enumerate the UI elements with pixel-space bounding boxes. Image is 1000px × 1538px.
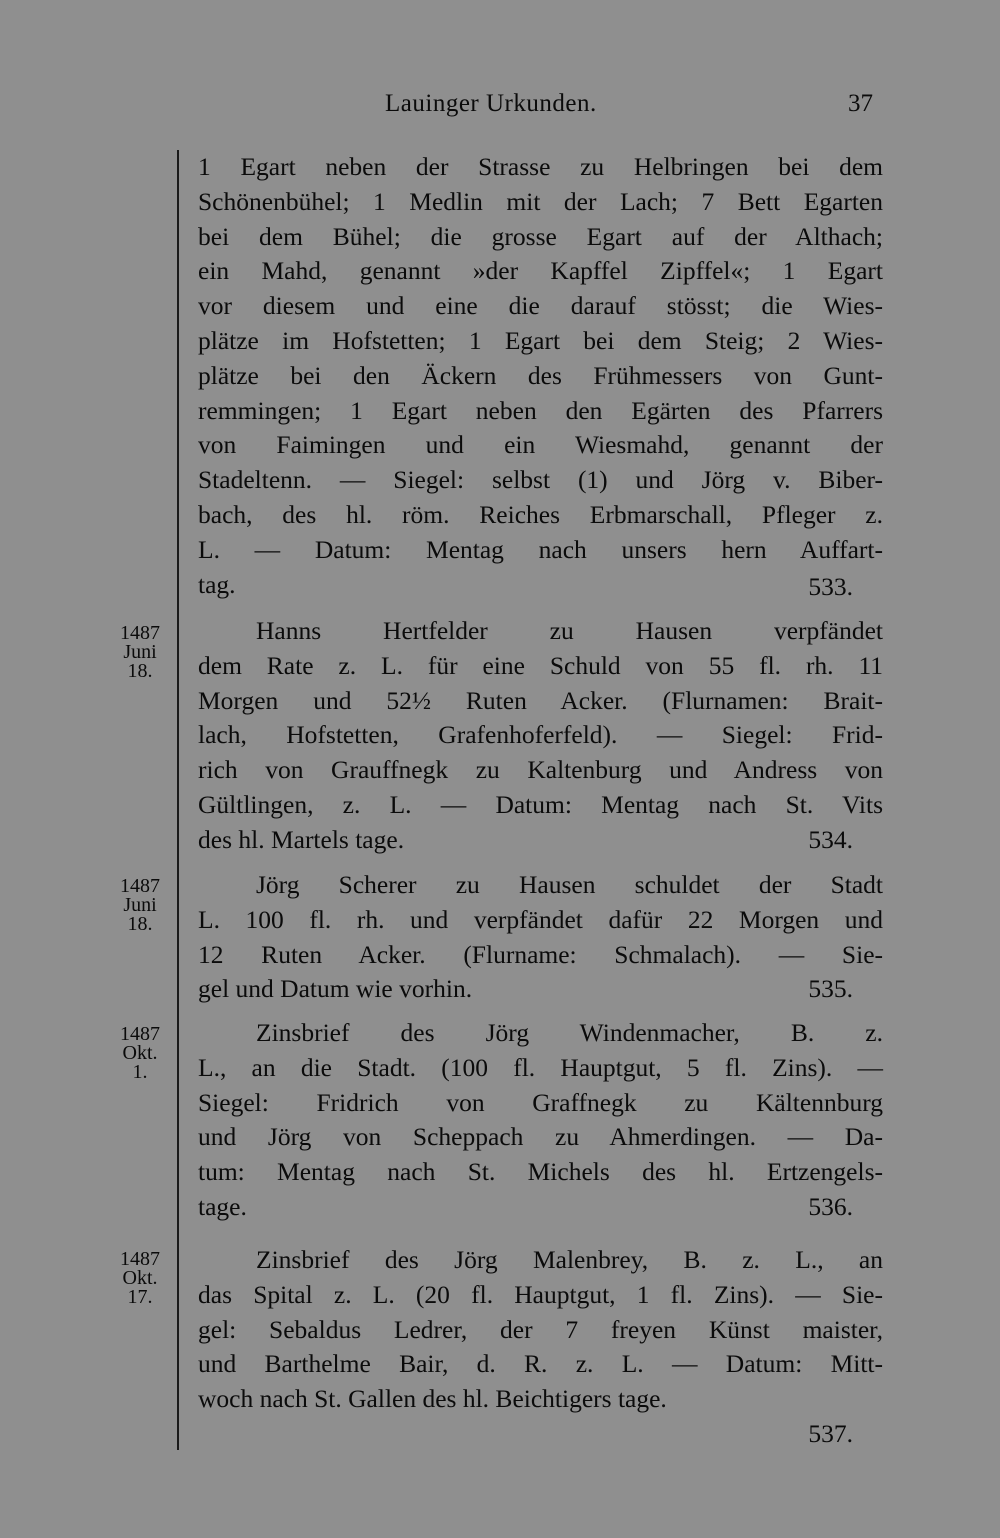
text-line: remmingen; 1 Egart neben den Egärten des Pfarrers <box>198 395 883 425</box>
page-number: 37 <box>848 90 873 117</box>
text-line: dem Rate z. L. für eine Schuld von 55 fl. rh. 11 <box>198 650 883 680</box>
text-line-body: gel und Datum wie vorhin. <box>198 974 473 1004</box>
text-line: Zinsbrief des Jörg Malenbrey, B. z. L., an <box>256 1245 883 1274</box>
running-title: Lauinger Urkunden. <box>385 90 597 117</box>
text-line: 1 Egart neben der Strasse zu Helbringen bei dem <box>198 152 883 181</box>
text-line: L. 100 fl. rh. und verpfändet dafür 22 Morgen und <box>198 904 883 934</box>
text-line: 12 Ruten Acker. (Flurname: Schmalach). — Sie- <box>198 939 883 969</box>
entry-number: 537. <box>808 1418 853 1448</box>
text-line: Zinsbrief des Jörg Windenmacher, B. z. <box>256 1018 883 1047</box>
entry-number: 536. <box>808 1191 853 1221</box>
date-year: 1487 <box>120 622 160 644</box>
text-line: das Spital z. L. (20 fl. Hauptgut, 1 fl. Zins). — Sie- <box>198 1279 883 1309</box>
text-line: vor diesem und eine die darauf stösst; die Wies- <box>198 291 883 321</box>
entry-number-533-row <box>198 570 883 605</box>
text-line: L. — Datum: Mentag nach unsers hern Auffart- <box>198 534 883 564</box>
date-month: Juni <box>123 894 157 916</box>
date-month: Okt. <box>122 1042 158 1064</box>
entry-number: 534. <box>808 824 853 854</box>
text-line: lach, Hofstetten, Grafenhoferfeld). — Siegel: Frid- <box>198 720 883 750</box>
text-line: Morgen und 52½ Ruten Acker. (Flurnamen: Brait- <box>198 685 883 715</box>
entry-534 <box>198 614 883 858</box>
entry-date <box>110 877 170 934</box>
date-year: 1487 <box>120 1248 160 1270</box>
entry-date <box>110 1250 170 1307</box>
text-line: Stadeltenn. — Siegel: selbst (1) und Jörg v. Biber- <box>198 465 883 495</box>
date-year: 1487 <box>120 875 160 897</box>
entry-533 <box>198 150 883 602</box>
text-line: plätze im Hofstetten; 1 Egart bei dem Steig; 2 Wies- <box>198 325 883 355</box>
text-line <box>198 823 883 858</box>
text-line: Jörg Scherer zu Hausen schuldet der Stadt <box>256 870 883 899</box>
text-line: rich von Grauffnegk zu Kaltenburg und Andress von <box>198 755 883 785</box>
entry-date <box>110 624 170 681</box>
text-line <box>198 1190 883 1225</box>
entry-537 <box>198 1243 883 1452</box>
text-line: von Faimingen und ein Wiesmahd, genannt der <box>198 430 883 460</box>
date-day: 1. <box>132 1061 148 1083</box>
text-line: plätze bei den Äckern des Frühmessers von Gunt- <box>198 360 883 390</box>
text-line: ein Mahd, genannt »der Kapffel Zipffel«; 1 Egart <box>198 256 883 286</box>
text-line: und Barthelme Bair, d. R. z. L. — Datum: Mitt- <box>198 1349 883 1379</box>
entry-date <box>110 1025 170 1082</box>
text-line: Hanns Hertfelder zu Hausen verpfändet <box>256 616 883 645</box>
text-line: Gültlingen, z. L. — Datum: Mentag nach St. Vits <box>198 789 883 819</box>
entry-number: 533. <box>808 572 853 601</box>
text-line: bei dem Bühel; die grosse Egart auf der Althach; <box>198 221 883 251</box>
text-line: woch nach St. Gallen des hl. Beichtigers tage. <box>198 1384 667 1414</box>
text-line: gel: Sebaldus Ledrer, der 7 freyen Künst maister, <box>198 1314 883 1344</box>
text-line: Schönenbühel; 1 Medlin mit der Lach; 7 Bett Egarten <box>198 186 883 216</box>
text-line: tag. <box>198 569 236 599</box>
date-day: 18. <box>127 913 153 935</box>
text-line: tum: Mentag nach St. Michels des hl. Ertzengels- <box>198 1157 883 1187</box>
text-line-body: tage. <box>198 1191 247 1221</box>
text-line: und Jörg von Scheppach zu Ahmerdingen. — Da- <box>198 1122 883 1152</box>
entry-535 <box>198 868 883 1007</box>
date-day: 18. <box>127 660 153 682</box>
text-line: bach, des hl. röm. Reiches Erbmarschall, Pfleger z. <box>198 499 883 529</box>
date-month: Juni <box>123 641 157 663</box>
date-month: Okt. <box>122 1267 158 1289</box>
text-line <box>198 972 883 1007</box>
text-line: Siegel: Fridrich von Graffnegk zu Kältennburg <box>198 1087 883 1117</box>
date-year: 1487 <box>120 1023 160 1045</box>
entry-536 <box>198 1016 883 1225</box>
text-line: L., an die Stadt. (100 fl. Hauptgut, 5 fl. Zins). — <box>198 1052 883 1082</box>
date-day: 17. <box>127 1286 153 1308</box>
margin-rule <box>177 150 179 1450</box>
entry-number: 535. <box>808 974 853 1004</box>
text-line-body: des hl. Martels tage. <box>198 824 405 854</box>
